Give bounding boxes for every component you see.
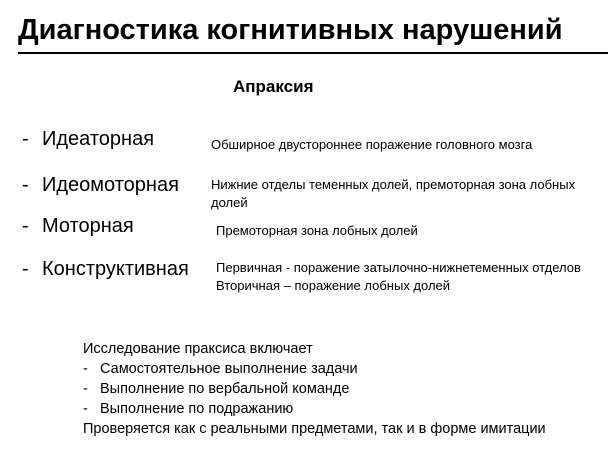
apraxia-description-motor <box>216 222 418 240</box>
apraxia-type-name: Моторная <box>42 215 134 237</box>
description-line: Обширное двустороннее поражение головного мозга <box>211 137 533 152</box>
description-line: Нижние отделы теменных долей, премоторная зона лобных <box>211 177 576 192</box>
apraxia-type-name: Конструктивная <box>42 258 189 280</box>
study-intro: Исследование праксиса включает <box>83 341 313 357</box>
apraxia-description-ideomotor <box>211 176 575 212</box>
study-item-text: Выполнение по подражанию <box>100 401 294 417</box>
apraxia-type-name: Идеомоторная <box>42 174 179 196</box>
study-item-text: Самостоятельное выполнение задачи <box>100 361 358 377</box>
bullet-dash: - <box>83 361 88 377</box>
bullet-dash: - <box>22 215 29 237</box>
apraxia-type-ideational <box>22 126 154 152</box>
study-item <box>83 399 546 419</box>
description-line: долей <box>211 195 248 210</box>
study-conclusion: Проверяется как с реальными предметами, так и в форме имитации <box>83 421 546 437</box>
apraxia-type-motor <box>22 213 134 239</box>
description-line: Первичная - поражение затылочно-нижнетеменных отделов <box>216 260 581 275</box>
apraxia-type-ideomotor <box>22 172 179 198</box>
section-subtitle: Апраксия <box>233 77 314 96</box>
apraxia-type-constructive <box>22 256 189 282</box>
bullet-dash: - <box>22 128 29 150</box>
study-item <box>83 359 546 379</box>
description-line: Премоторная зона лобных долей <box>216 223 418 238</box>
bullet-dash: - <box>83 401 88 417</box>
bullet-dash: - <box>83 381 88 397</box>
study-item-text: Выполнение по вербальной команде <box>100 381 350 397</box>
slide-title: Диагностика когнитивных нарушений <box>18 10 608 54</box>
study-item <box>83 379 546 399</box>
description-line: Вторичная – поражение лобных долей <box>216 278 451 293</box>
bullet-dash: - <box>22 258 29 280</box>
apraxia-description-constructive <box>216 259 581 295</box>
bullet-dash: - <box>22 174 29 196</box>
apraxia-type-name: Идеаторная <box>42 128 155 150</box>
praxis-study-block <box>83 339 546 439</box>
apraxia-description-ideational <box>211 136 532 154</box>
